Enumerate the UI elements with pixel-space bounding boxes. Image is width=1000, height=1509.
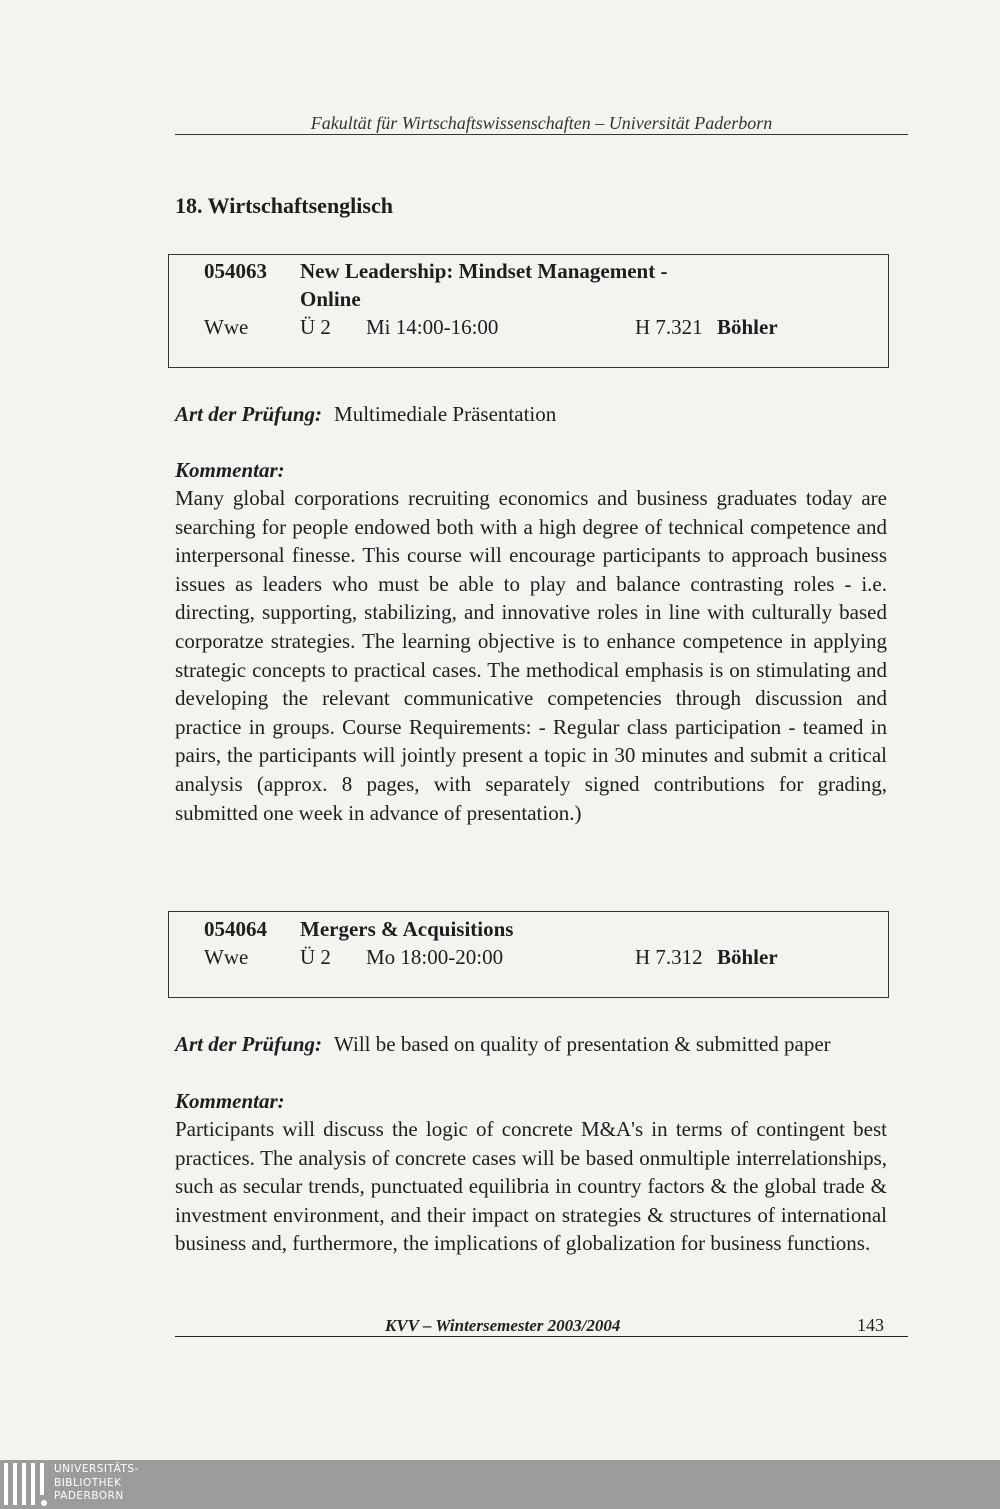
course-box-054063 [168, 254, 889, 368]
page-number: 143 [857, 1315, 884, 1335]
header-rule [175, 134, 908, 135]
course-room: H 7.321 [635, 315, 703, 339]
comment-body-054063: Many global corporations recruiting economics and business graduates today are searching for people endowed both with a high degree of technical competence and interpersonal finesse. This course will encourage participants to approach business issues as leaders who must be able to play and balance contrasting roles - i.e. directing, supporting, stabilizing, and innovative roles in line with culturally based corporatze strategies. The learning objective is to enhance competence in applying strategic concepts to practical cases. The methodical emphasis is on stimulating and developing the relevant communicative competencies through discussion and practice in groups. Course Requirements: - Regular class participation - teamed in pairs, the participants will jointly present a topic in 30 minutes and submit a critical analysis (approx. 8 pages, with separately signed contributions for grading, submitted one week in advance of presentation.) [175, 486, 887, 825]
course-lecturer: Böhler [717, 945, 778, 969]
semester-footer: KVV – Wintersemester 2003/2004 [385, 1316, 621, 1335]
course-title-line2: Online [300, 287, 361, 311]
exam-value: Multimediale Präsentation [334, 402, 557, 426]
course-format: Ü 2 [300, 945, 331, 969]
course-number: 054063 [204, 259, 267, 283]
course-schedule: Mi 14:00-16:00 [366, 315, 499, 339]
exam-row-054064 [175, 1030, 831, 1058]
course-format: Ü 2 [300, 315, 331, 339]
faculty-header: Fakultät für Wirtschaftswissenschaften – Universität Paderborn [310, 113, 773, 133]
library-name [54, 1463, 139, 1504]
comment-label: Kommentar: [175, 1089, 285, 1113]
course-schedule: Mo 18:00-20:00 [366, 945, 504, 969]
library-logo-icon [4, 1463, 48, 1507]
exam-label: Art der Prüfung: [175, 402, 323, 426]
course-type: Wwe [204, 945, 249, 969]
library-name-line1: UNIVERSITÄTS- [54, 1463, 139, 1475]
exam-label: Art der Prüfung: [175, 1032, 323, 1056]
course-box-054064 [168, 911, 889, 998]
comment-label: Kommentar: [175, 458, 285, 482]
footer-rule [175, 1336, 908, 1337]
comment-body-054064: Participants will discuss the logic of concrete M&A's in terms of contingent best practices. The analysis of concrete cases will be based onmultiple interrelationships, such as secular trends, punctuated equilibria in country factors & the global trade & investment environment, and their impact on strategies & structures of international business and, furthermore, the implications of globalization for business functions. [175, 1117, 887, 1256]
library-name-line2: BIBLIOTHEK [54, 1476, 122, 1489]
course-number: 054064 [204, 917, 267, 941]
course-title-line1: Mergers & Acquisitions [300, 917, 514, 941]
library-name-line3: PADERBORN [54, 1490, 124, 1502]
exam-value: Will be based on quality of presentation & submitted paper [334, 1032, 831, 1056]
exam-row-054063 [175, 400, 556, 428]
course-title-line1: New Leadership: Mindset Management - [300, 259, 668, 283]
library-watermark-bar [0, 1460, 1000, 1509]
course-type: Wwe [204, 315, 249, 339]
course-room: H 7.312 [635, 945, 703, 969]
section-title: 18. Wirtschaftsenglisch [175, 193, 393, 218]
course-lecturer: Böhler [717, 315, 778, 339]
